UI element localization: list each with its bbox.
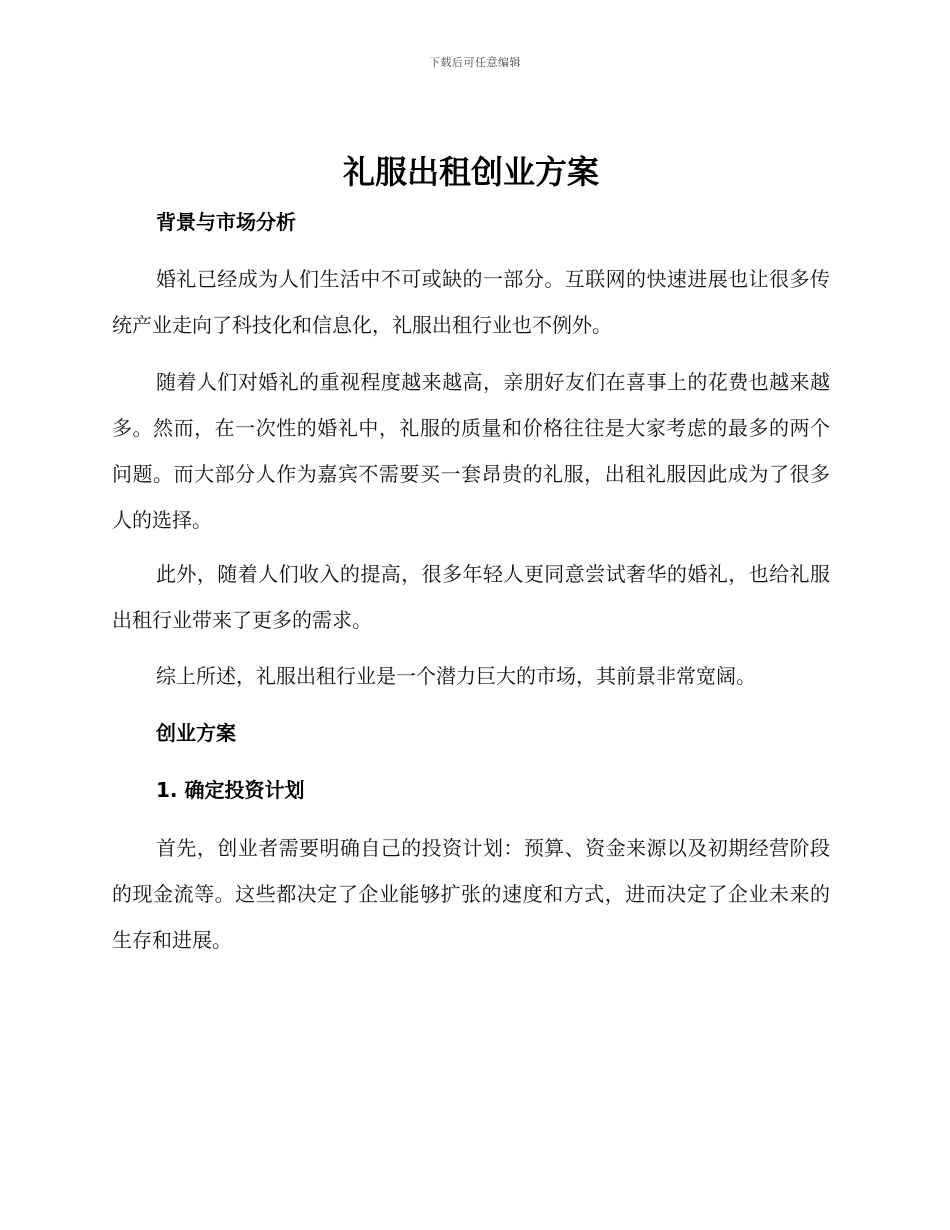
paragraph-income-growth: 此外，随着人们收入的提高，很多年轻人更同意尝试奢华的婚礼，也给礼服出租行业带来了更多的需求。: [112, 562, 830, 632]
paragraph-investment: 首先，创业者需要明确自己的投资计划：预算、资金来源以及初期经营阶段的现金流等。这些都决定了企业能够扩张的速度和方式，进而决定了企业未来的生存和进展。: [112, 836, 830, 952]
document-title: 礼服出租创业方案: [342, 153, 599, 191]
paragraph-wedding-costs: 随着人们对婚礼的重视程度越来越高，亲朋好友们在喜事上的花费也越来越多。然而，在一次性的婚礼中，礼服的质量和价格往往是大家考虑的最多的两个问题。而大部分人作为嘉宾不需要买一套昂贵的礼服，出租礼服因此成为了很多人的选择。: [112, 370, 830, 532]
subheading-investment-plan: 1. 确定投资计划: [156, 778, 305, 802]
paragraph-summary: 综上所述，礼服出租行业是一个潜力巨大的市场，其前景非常宽阔。: [156, 664, 756, 688]
page-header-note: 下载后可任意编辑: [429, 56, 521, 69]
paragraph-intro: 婚礼已经成为人们生活中不可或缺的一部分。互联网的快速进展也让很多传统产业走向了科技化和信息化，礼服出租行业也不例外。: [112, 267, 830, 337]
section-heading-background: 背景与市场分析: [156, 210, 296, 234]
section-heading-plan: 创业方案: [156, 721, 236, 745]
